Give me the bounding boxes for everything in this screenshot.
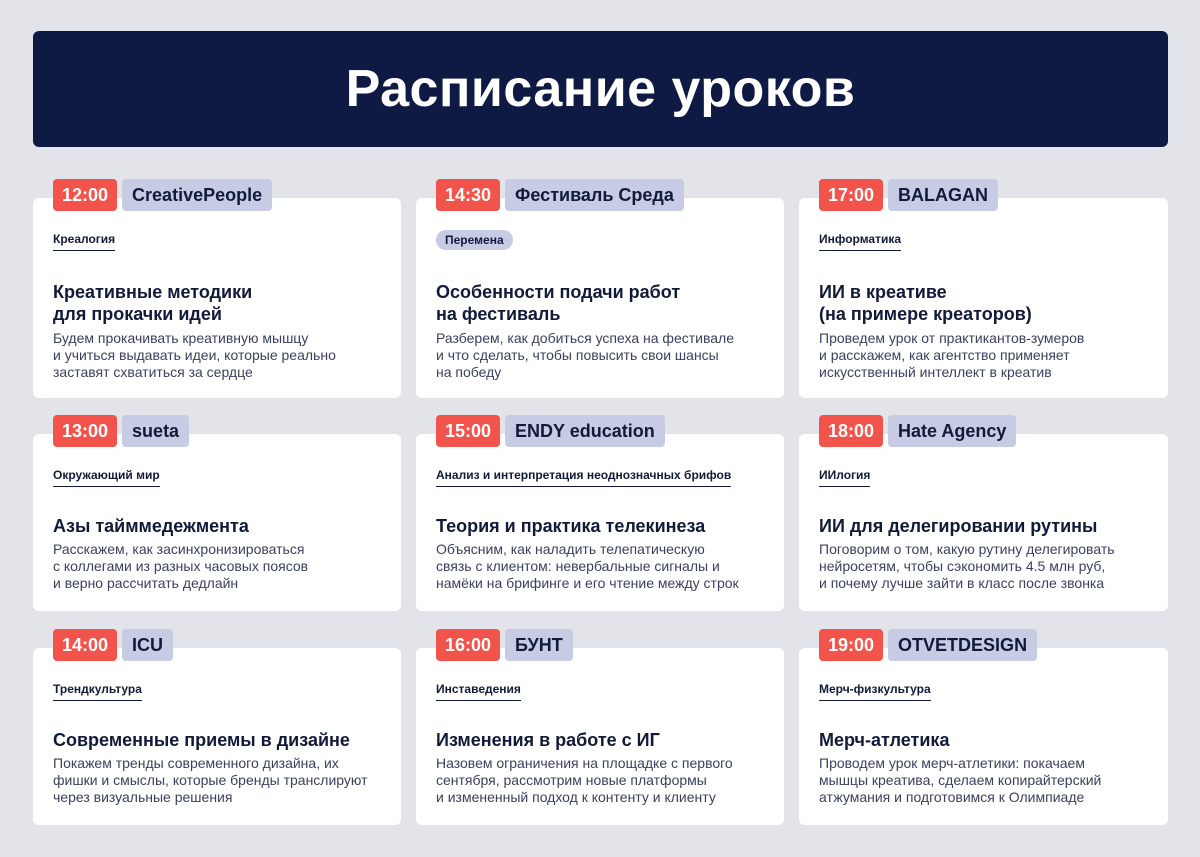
organizer-badge: OTVETDESIGN	[888, 629, 1037, 661]
lesson-title: Азы тайммедежмента	[53, 516, 249, 536]
lesson-card	[33, 421, 401, 611]
lesson-title: Современные приемы в дизайне	[53, 730, 350, 750]
lesson-card	[416, 185, 784, 398]
subject-label: Окружающий мир	[53, 468, 160, 487]
lesson-title: ИИ в креативе (на примере креаторов)	[819, 282, 1032, 324]
time-badge: 13:00	[53, 415, 117, 447]
lesson-title: Креативные методики для прокачки идей	[53, 282, 253, 324]
organizer-badge: BALAGAN	[888, 179, 998, 211]
lesson-title: Изменения в работе с ИГ	[436, 730, 660, 750]
time-badge: 18:00	[819, 415, 883, 447]
subject-label: Анализ и интерпретация неоднозначных брифов	[436, 468, 731, 487]
subject-label: Мерч-физкультура	[819, 682, 931, 701]
lesson-description: Проведем урок от практикантов-зумеров и расскажем, как агентство применяет искусственный интеллект в креатив	[819, 330, 1085, 380]
lesson-title: Мерч-атлетика	[819, 730, 950, 750]
lesson-card	[416, 635, 784, 825]
time-badge: 17:00	[819, 179, 883, 211]
organizer-badge: sueta	[122, 415, 189, 447]
lesson-title: Теория и практика телекинеза	[436, 516, 706, 536]
organizer-badge: Фестиваль Среда	[505, 179, 684, 211]
time-badge: 19:00	[819, 629, 883, 661]
subject-label: Трендкультура	[53, 682, 142, 701]
lesson-description: Поговорим о том, какую рутину делегировать нейросетям, чтобы сэкономить 4.5 млн руб, и почему лучше зайти в класс после звонка	[819, 541, 1115, 591]
subject-label: Инставедения	[436, 682, 521, 701]
subject-label: Информатика	[819, 232, 901, 251]
lesson-card	[33, 185, 401, 398]
organizer-badge: Hate Agency	[888, 415, 1016, 447]
lesson-description: Назовем ограничения на площадке с первого сентября, рассмотрим новые платформы и измененный подход к контенту и клиенту	[436, 755, 733, 805]
header-banner	[33, 31, 1168, 147]
lesson-description: Будем прокачивать креативную мышцу и учиться выдавать идеи, которые реально заставят схватиться за сердце	[53, 330, 336, 380]
lesson-description: Объясним, как наладить телепатическую связь с клиентом: невербальные сигналы и намёки на брифинге и его чтение между строк	[436, 541, 739, 591]
lesson-card	[799, 185, 1168, 398]
subject-label: ИИлогия	[819, 468, 870, 487]
time-badge: 14:30	[436, 179, 500, 211]
organizer-badge: БУНТ	[505, 629, 573, 661]
lesson-card	[416, 421, 784, 611]
organizer-badge: ICU	[122, 629, 173, 661]
organizer-badge: ENDY education	[505, 415, 665, 447]
time-badge: 16:00	[436, 629, 500, 661]
subject-label: Креалогия	[53, 232, 115, 251]
lesson-description: Покажем тренды современного дизайна, их фишки и смыслы, которые бренды транслируют через визуальные решения	[53, 755, 368, 805]
lesson-title: ИИ для делегировании рутины	[819, 516, 1098, 536]
time-badge: 12:00	[53, 179, 117, 211]
time-badge: 14:00	[53, 629, 117, 661]
page-title: Расписание уроков	[345, 60, 856, 118]
organizer-badge: CreativePeople	[122, 179, 272, 211]
lesson-card	[33, 635, 401, 825]
lesson-card	[799, 421, 1168, 611]
lesson-description: Расскажем, как засинхронизироваться с коллегами из разных часовых поясов и верно рассчитать дедлайн	[53, 541, 309, 591]
subject-label: Перемена	[436, 230, 513, 250]
lesson-card	[799, 635, 1168, 825]
lesson-description: Проводем урок мерч-атлетики: покачаем мышцы креатива, сделаем копирайтерский атжумания и подготовимся к Олимпиаде	[819, 755, 1102, 805]
time-badge: 15:00	[436, 415, 500, 447]
lesson-title: Особенности подачи работ на фестиваль	[436, 282, 681, 324]
lesson-description: Разберем, как добиться успеха на фестивале и что сделать, чтобы повысить свои шансы на победу	[436, 330, 734, 380]
